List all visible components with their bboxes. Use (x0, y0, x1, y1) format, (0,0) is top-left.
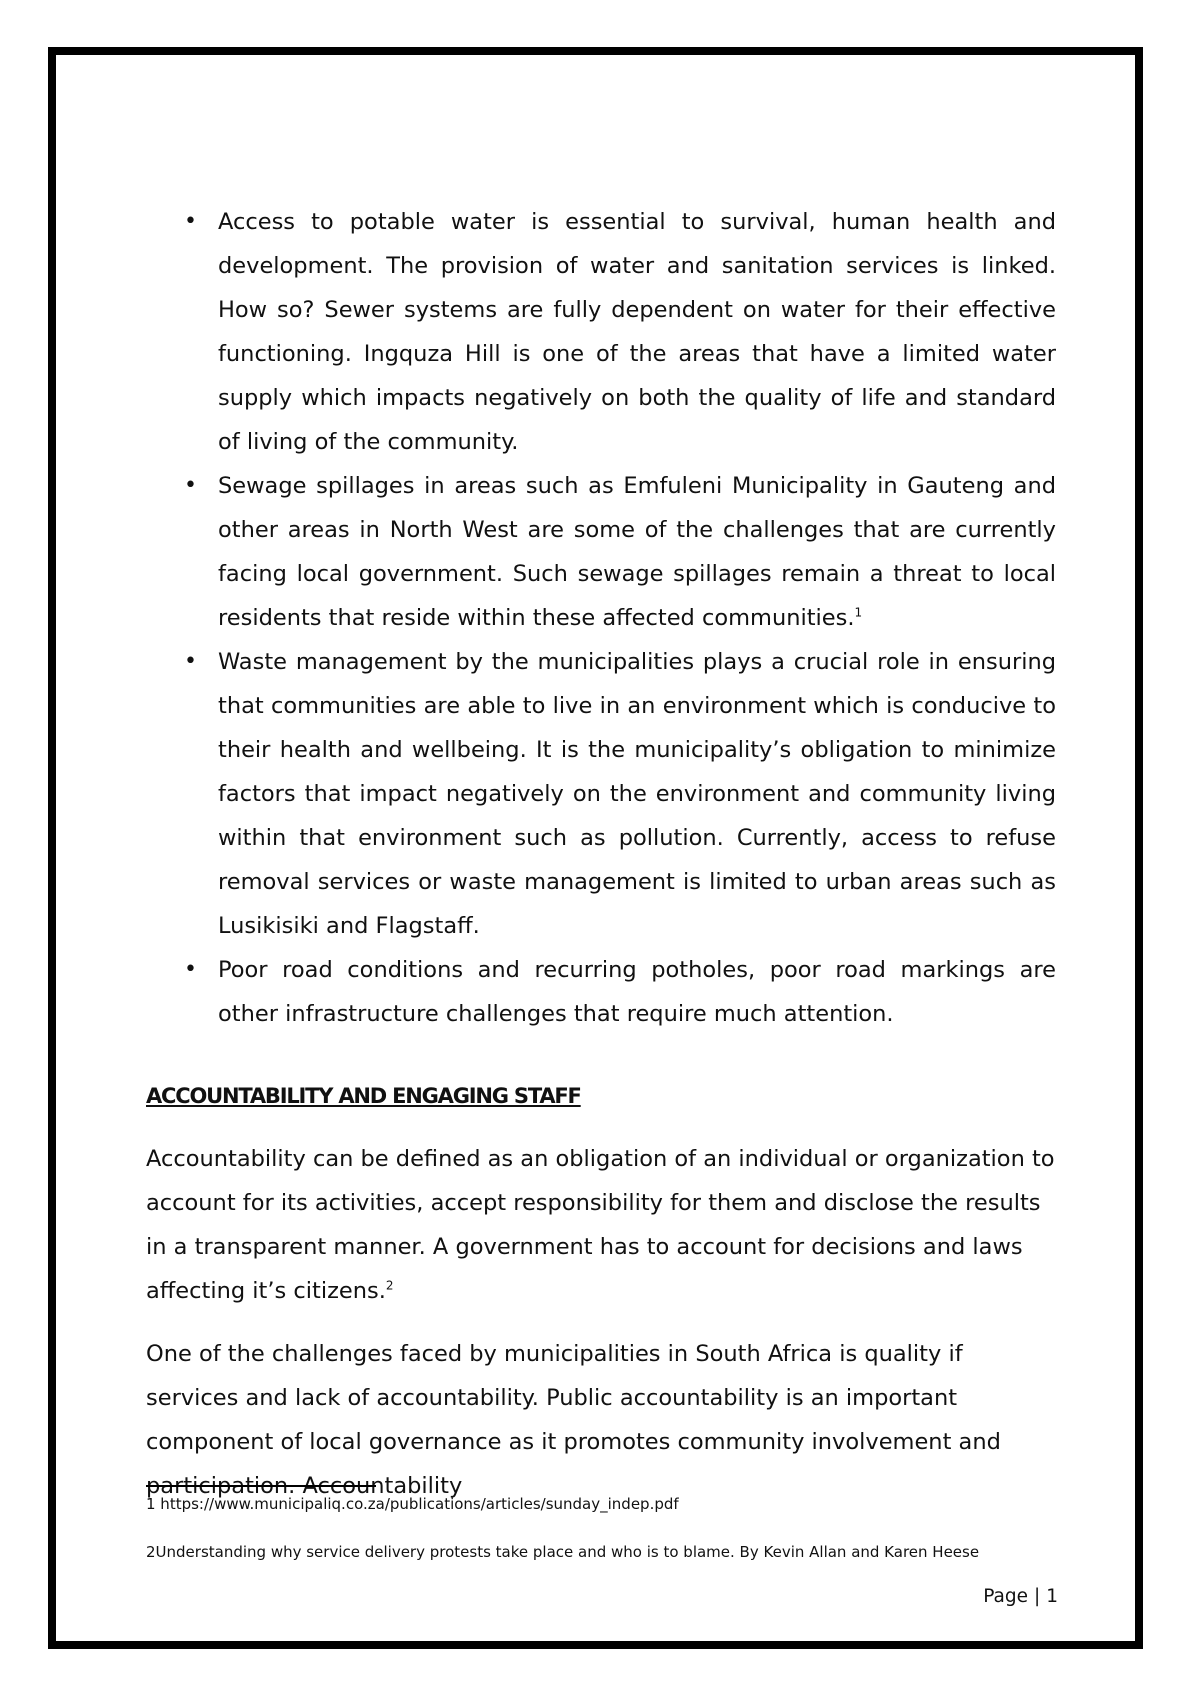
page-label: Page (983, 1586, 1028, 1607)
list-item (146, 640, 1056, 948)
paragraph-text: One of the challenges faced by municipalities in South Africa is quality if services and lack of accountability. Public accountability is an important component of local governance as it promotes community involvement and participation. Accountability (146, 1341, 1001, 1499)
paragraph-text: Accountability can be defined as an obligation of an individual or organization to account for its activities, accept responsibility for them and disclose the results in a transparent manner. A government has to account for decisions and laws affecting it’s citizens. (146, 1146, 1055, 1304)
list-item (146, 200, 1056, 464)
footnote-2: 2Understanding why service delivery protests take place and who is to blame. By Kevin Allan and Karen Heese (146, 1543, 980, 1561)
section-heading: ACCOUNTABILITY AND ENGAGING STAFF (146, 1084, 581, 1108)
footnote-separator (146, 1485, 376, 1487)
paragraph (146, 1137, 1056, 1313)
list-item (146, 948, 1056, 1036)
bullet-icon: • (184, 957, 197, 982)
bullet-text: Waste management by the municipalities plays a crucial role in ensuring that communities are able to live in an environment which is conducive to their health and wellbeing. It is the municipality’s obligation to minimize factors that impact negatively on the environment and community living within that environment such as pollution. Currently, access to refuse removal services or waste management is limited to urban areas such as Lusikisiki and Flagstaff. (218, 649, 1056, 939)
bullet-icon: • (184, 649, 197, 674)
footnote-1[interactable]: 1 https://www.municipaliq.co.za/publications/articles/sunday_indep.pdf (146, 1495, 679, 1513)
bullet-text: Poor road conditions and recurring potholes, poor road markings are other infrastructure challenges that require much attention. (218, 957, 1056, 1027)
page-footer (983, 1585, 1058, 1609)
bullet-text: Sewage spillages in areas such as Emfuleni Municipality in Gauteng and other areas in North West are some of the challenges that are currently facing local government. Such sewage spillages remain a threat to local residents that reside within these affected communities. (218, 473, 1056, 631)
paragraph (146, 1332, 1056, 1508)
page-number: 1 (1046, 1586, 1058, 1607)
footnote-ref[interactable]: 1 (854, 605, 863, 620)
document-body (146, 200, 1056, 1508)
bullet-icon: • (184, 473, 197, 498)
list-item (146, 464, 1056, 640)
page-separator: | (1033, 1586, 1041, 1607)
bullet-list (146, 200, 1056, 1036)
bullet-text: Access to potable water is essential to survival, human health and development. The provision of water and sanitation services is linked. How so? Sewer systems are fully dependent on water for their effective functioning. Ingquza Hill is one of the areas that have a limited water supply which impacts negatively on both the quality of life and standard of living of the community. (218, 209, 1056, 455)
bullet-icon: • (184, 209, 197, 234)
footnote-ref[interactable]: 2 (385, 1278, 394, 1293)
